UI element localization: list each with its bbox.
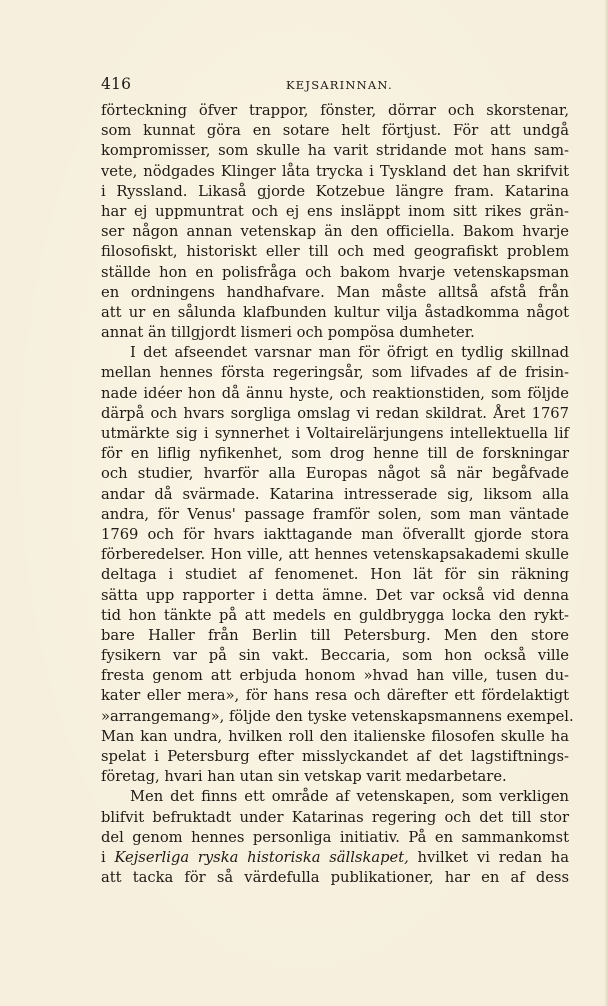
text-line: fysikern var på sin vakt. Beccaria, som hon också ville xyxy=(101,647,569,665)
text-line: ställde hon en polisfråga och bakom hvarje vetenskapsman xyxy=(101,263,569,281)
italic-society-name: Kejserliga ryska historiska sällskapet, xyxy=(114,848,409,866)
text-line: sätta upp rapporter i detta ämne. Det var också vid denna xyxy=(101,586,569,604)
text-line-with-italic xyxy=(101,848,569,868)
text-line: för en liflig nyfikenhet, som drog henne till de forskningar xyxy=(101,445,569,463)
text-line: förberedelser. Hon ville, att hennes vetenskapsakademi skulle xyxy=(101,546,569,564)
text-line: förteckning öfver trappor, fönster, dörrar och skorstenar, xyxy=(101,102,569,119)
text-line: andar då svärmade. Katarina intresserade sig, liksom alla xyxy=(101,485,569,503)
text-line: att ur en sålunda klafbunden kultur vilja åstadkomma något xyxy=(101,303,569,321)
page-number: 416 xyxy=(101,75,132,93)
text-line: Man kan undra, hvilken roll den italienske filosofen skulle ha xyxy=(101,727,569,745)
text-line: i Ryssland. Likaså gjorde Kotzebue längre fram. Katarina xyxy=(101,182,569,200)
paragraph-start-line: I det afseendet varsnar man för öfrigt en tydlig skillnad xyxy=(130,344,569,362)
text-line: vete, nödgades Klinger låta trycka i Tyskland det han skrifvit xyxy=(101,162,569,180)
page-header xyxy=(101,72,569,96)
text-line: fresta genom att erbjuda honom »hvad han ville, tusen du- xyxy=(101,667,569,685)
text-line: ser någon annan vetenskap än den officiella. Bakom hvarje xyxy=(101,223,569,241)
text-line: deltaga i studiet af fenomenet. Hon lät för sin räkning xyxy=(101,566,569,584)
text-line: bare Haller från Berlin till Petersburg. Men den store xyxy=(101,626,569,644)
text-line: filosofiskt, historiskt eller till och med geografiskt problem xyxy=(101,243,569,261)
body-text xyxy=(101,101,574,888)
text-line: som kunnat göra en sotare helt förtjust. För att undgå xyxy=(101,122,569,140)
text-line: 1769 och för hvars iakttagande man öfverallt gjorde stora xyxy=(101,525,569,543)
text-line: andra, för Venus' passage framför solen, som man väntade xyxy=(101,505,569,523)
text-line: spelat i Petersburg efter misslyckandet af det lagstiftnings- xyxy=(101,748,569,765)
text-line: tid hon tänkte på att medels en guldbrygga locka den rykt- xyxy=(101,606,569,624)
text-line: därpå och hvars sorgliga omslag vi redan skildrat. Året 1767 xyxy=(101,404,569,422)
paragraph-end-line: företag, hvari han utan sin vetskap varit medarbetare. xyxy=(101,768,507,786)
text-line: del genom hennes personliga initiativ. På en sammankomst xyxy=(101,828,569,846)
paragraph-end-line: annat än tillgjordt lismeri och pompösa dumheter. xyxy=(101,324,475,342)
page-edge-shadow xyxy=(604,0,608,1006)
text-line: att tacka för så värdefulla publikationer, har en af dess xyxy=(101,869,569,887)
text-line: har ej uppmuntrat och ej ens insläppt inom sitt rikes grän- xyxy=(101,202,569,220)
text-line: mellan hennes första regeringsår, som lifvades af de frisin- xyxy=(101,364,569,382)
line-suffix: hvilket vi redan ha xyxy=(408,848,569,866)
text-line: nade idéer hon då ännu hyste, och reaktionstiden, som följde xyxy=(101,384,569,402)
line-prefix: i xyxy=(101,848,115,866)
text-line: »arrangemang», följde den tyske vetenskapsmannens exempel. xyxy=(101,707,574,725)
text-line: utmärkte sig i synnerhet i Voltairelärjungens intellektuella lif xyxy=(101,425,569,442)
running-head: KEJSARINNAN. xyxy=(286,78,393,92)
text-line: kompromisser, som skulle ha varit stridande mot hans sam- xyxy=(101,142,569,160)
paragraph-start-line: Men det finns ett område af vetenskapen, som verkligen xyxy=(130,788,569,806)
text-line: en ordningens handhafvare. Man måste alltså afstå från xyxy=(101,283,569,301)
text-line: kater eller mera», för hans resa och därefter ett fördelaktigt xyxy=(101,687,569,705)
text-line: och studier, hvarför alla Europas något så när begåfvade xyxy=(101,465,569,483)
text-line: blifvit befruktadt under Katarinas regering och det till stor xyxy=(101,808,569,826)
